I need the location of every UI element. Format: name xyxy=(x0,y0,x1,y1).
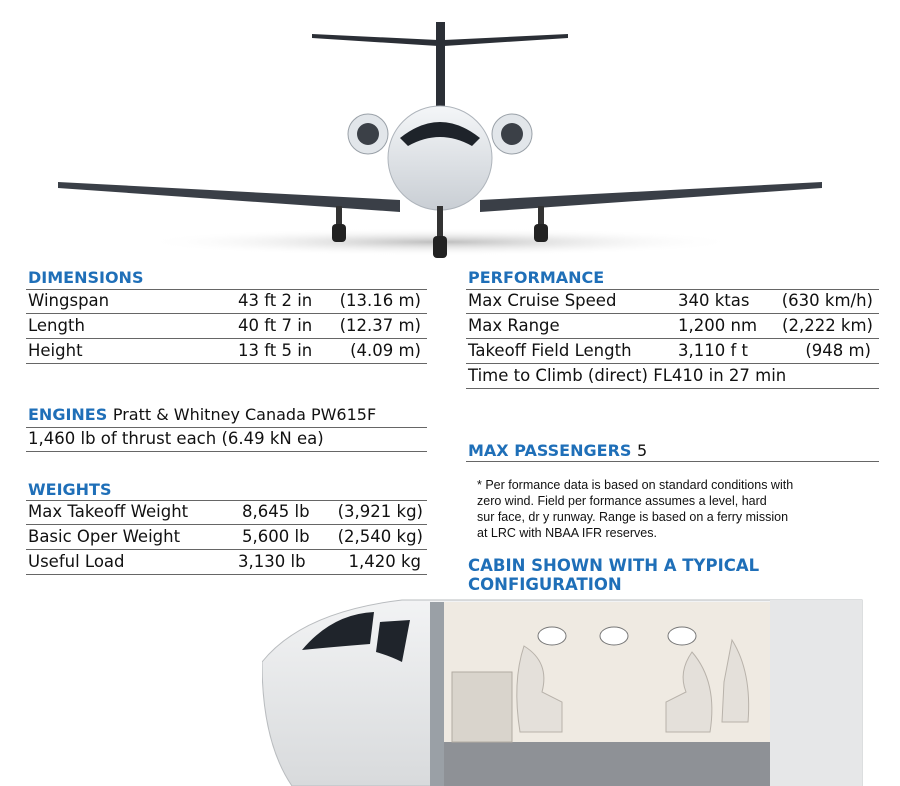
row-imperial-value: 5,600 lb xyxy=(242,527,310,546)
climb-time: Time to Climb (direct) FL410 in 27 min xyxy=(468,366,787,385)
row-label: Length xyxy=(28,316,85,335)
footnote-line: at LRC with NBAA IFR reserves. xyxy=(477,526,657,540)
weights-heading: WEIGHTS xyxy=(28,480,112,499)
row-metric-value: (2,540 kg) xyxy=(337,527,423,546)
row-metric-value: (3,921 kg) xyxy=(337,502,423,521)
row-label: Wingspan xyxy=(28,291,110,310)
table-row xyxy=(26,550,427,575)
row-metric-value: (630 km/h) xyxy=(781,291,873,310)
passengers-rule xyxy=(466,461,879,462)
row-imperial-value: 8,645 lb xyxy=(242,502,310,521)
footnote-line: zero wind. Field per formance assumes a level, hard xyxy=(477,494,767,508)
footnote-line: * Per formance data is based on standard conditions with xyxy=(477,478,794,492)
cabin-cutaway-image xyxy=(262,592,872,786)
engines-title: ENGINES xyxy=(28,405,108,424)
row-metric-value: (12.37 m) xyxy=(339,316,421,335)
engines-model: Pratt & Whitney Canada PW615F xyxy=(112,405,377,424)
max-passengers-value: 5 xyxy=(636,441,648,460)
row-metric-value: (4.09 m) xyxy=(350,341,421,360)
dimensions-heading: DIMENSIONS xyxy=(28,268,144,287)
table-row xyxy=(26,339,427,364)
row-imperial-value: 1,200 nm xyxy=(678,316,758,335)
table-row xyxy=(466,364,879,389)
table-row xyxy=(466,314,879,339)
table-row xyxy=(26,500,427,525)
row-metric-value: 1,420 kg xyxy=(348,552,421,571)
table-row xyxy=(26,289,427,314)
row-metric-value: (13.16 m) xyxy=(339,291,421,310)
performance-footnote xyxy=(477,477,877,541)
row-label: Max Takeoff Weight xyxy=(28,502,189,521)
row-metric-value: (2,222 km) xyxy=(782,316,873,335)
row-imperial-value: 3,110 f t xyxy=(678,341,749,360)
row-label: Basic Oper Weight xyxy=(28,527,181,546)
engines-thrust-row xyxy=(26,427,427,452)
performance-heading: PERFORMANCE xyxy=(468,268,605,287)
row-imperial-value: 3,130 lb xyxy=(238,552,306,571)
row-label: Max Cruise Speed xyxy=(468,291,617,310)
table-row xyxy=(26,314,427,339)
max-passengers-heading xyxy=(468,441,647,460)
row-label: Useful Load xyxy=(28,552,125,571)
row-label: Height xyxy=(28,341,83,360)
max-passengers-title: MAX PASSENGERS xyxy=(468,441,632,460)
row-imperial-value: 40 ft 7 in xyxy=(238,316,313,335)
table-row xyxy=(26,525,427,550)
engines-thrust: 1,460 lb of thrust each (6.49 kN ea) xyxy=(28,429,324,448)
row-label: Takeoff Field Length xyxy=(468,341,632,360)
table-row xyxy=(466,289,879,314)
row-imperial-value: 43 ft 2 in xyxy=(238,291,313,310)
cabin-heading: CABIN SHOWN WITH A TYPICAL CONFIGURATION xyxy=(468,556,760,594)
row-metric-value: (948 m) xyxy=(805,341,871,360)
footnote-line: sur face, dr y runway. Range is based on a ferry mission xyxy=(477,510,789,524)
row-label: Max Range xyxy=(468,316,560,335)
aircraft-front-view-image xyxy=(40,10,860,265)
row-imperial-value: 340 ktas xyxy=(678,291,750,310)
engines-heading xyxy=(28,405,376,424)
table-row xyxy=(466,339,879,364)
row-imperial-value: 13 ft 5 in xyxy=(238,341,313,360)
